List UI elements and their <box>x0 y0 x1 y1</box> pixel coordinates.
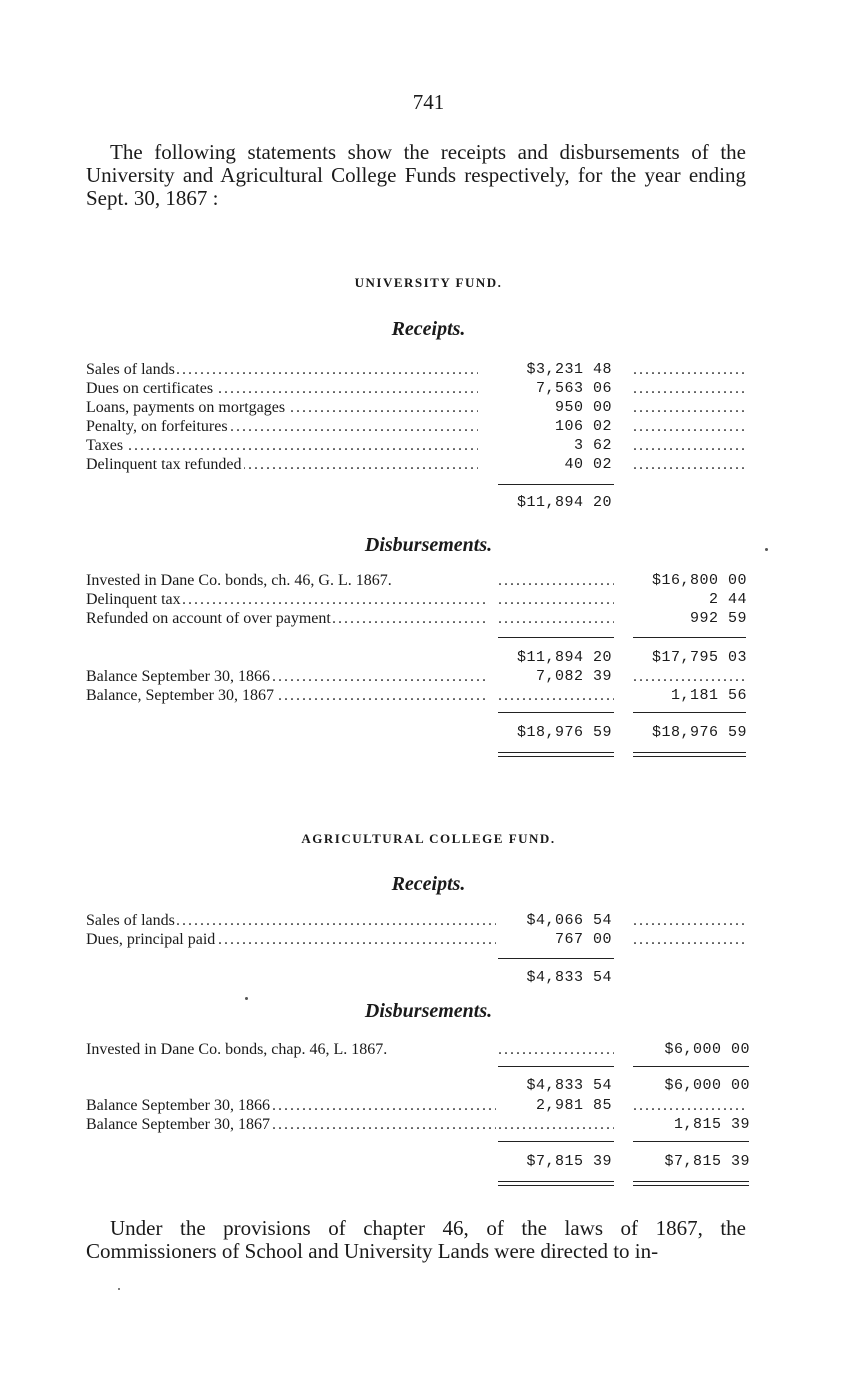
receipt-label: Loans, payments on mortgages <box>86 399 286 416</box>
leader-dots <box>498 686 614 705</box>
balance-1867-amount: 1,815 39 <box>673 1116 750 1133</box>
university-disbursements-title: Disbursements. <box>364 534 493 556</box>
receipt-label: Penalty, on forfeitures <box>86 418 228 435</box>
leader-dots <box>633 930 748 949</box>
leader-dots <box>498 571 614 590</box>
receipt-label: Dues on certificates <box>86 380 214 397</box>
receipts-total: $4,833 54 <box>526 969 612 986</box>
university-subtotal-row <box>0 648 857 667</box>
double-rule <box>498 1181 614 1186</box>
balance-1867-label: Balance, September 30, 1867 <box>86 687 274 704</box>
receipt-amount: 767 00 <box>554 931 612 948</box>
divider-rule <box>498 1141 614 1142</box>
leader-dots <box>633 1096 748 1115</box>
agricultural-receipt-row <box>0 930 857 949</box>
university-receipt-row <box>0 360 857 379</box>
print-speck <box>765 548 768 551</box>
divider-rule <box>633 1066 749 1067</box>
leader-dots <box>498 1115 614 1134</box>
receipt-amount: 40 02 <box>564 456 612 473</box>
agricultural-fund-title: AGRICULTURAL COLLEGE FUND. <box>301 831 556 846</box>
university-balance-1867-row <box>0 686 857 705</box>
receipt-label: Sales of lands <box>86 361 175 378</box>
university-disbursement-row <box>0 590 857 609</box>
intro-paragraph: The following statements show the receipts and disbursements of the University and Agricultural College Funds respectively, for the year ending Sept. 30, 1867 : <box>86 140 746 210</box>
print-speck <box>245 997 248 1000</box>
divider-rule <box>498 484 614 485</box>
leader-dots <box>633 417 745 436</box>
subtotal-left: $11,894 20 <box>516 649 612 666</box>
divider-rule <box>498 1066 614 1067</box>
double-rule <box>633 1181 749 1186</box>
university-receipt-row <box>0 379 857 398</box>
double-rule <box>498 752 614 757</box>
university-receipt-row <box>0 436 857 455</box>
leader-dots <box>633 911 748 930</box>
disbursement-amount: 2 44 <box>708 591 747 608</box>
university-grand-total-row <box>0 723 857 742</box>
agricultural-receipts-title: Receipts. <box>391 873 466 895</box>
receipt-label: Dues, principal paid <box>86 931 216 948</box>
disbursement-label: Delinquent tax <box>86 591 181 608</box>
closing-paragraph: Under the provisions of chapter 46, of the laws of 1867, the Commissioners of School and University Lands were directed to in- <box>86 1216 746 1263</box>
disbursement-label: Refunded on account of over payment <box>86 610 331 627</box>
divider-rule <box>633 712 746 713</box>
leader-dots <box>633 667 745 686</box>
agricultural-disbursements-title: Disbursements. <box>364 1000 493 1022</box>
agricultural-receipts-total-row <box>0 968 857 987</box>
grand-total-right: $18,976 59 <box>651 724 747 741</box>
leader-dots <box>633 398 745 417</box>
grand-total-right: $7,815 39 <box>664 1153 750 1170</box>
balance-1866-amount: 2,981 85 <box>535 1097 612 1114</box>
page-number: 741 <box>412 90 445 114</box>
leader-dots <box>633 360 745 379</box>
subtotal-right: $6,000 00 <box>664 1077 750 1094</box>
divider-rule <box>498 637 614 638</box>
print-speck <box>118 1288 120 1290</box>
grand-total-left: $18,976 59 <box>516 724 612 741</box>
subtotal-left: $4,833 54 <box>526 1077 612 1094</box>
receipt-amount: 950 00 <box>554 399 612 416</box>
double-rule <box>633 752 746 757</box>
university-receipt-row <box>0 398 857 417</box>
receipt-amount: 3 62 <box>573 437 612 454</box>
agricultural-balance-1867-row <box>0 1115 857 1134</box>
subtotal-right: $17,795 03 <box>651 649 747 666</box>
disbursement-amount: $16,800 00 <box>651 572 747 589</box>
receipts-total: $11,894 20 <box>516 494 612 511</box>
leader-dots <box>633 436 745 455</box>
balance-1866-amount: 7,082 39 <box>535 668 612 685</box>
receipt-amount: 7,563 06 <box>535 380 612 397</box>
agricultural-subtotal-row <box>0 1076 857 1095</box>
agricultural-disbursement-row <box>0 1040 857 1059</box>
university-balance-1866-row <box>0 667 857 686</box>
agricultural-balance-1866-row <box>0 1096 857 1115</box>
disbursement-label: Invested in Dane Co. bonds, ch. 46, G. L. 1867. <box>86 572 392 589</box>
receipt-label: Sales of lands <box>86 912 175 929</box>
leader-dots <box>633 455 745 474</box>
university-disbursement-row <box>0 609 857 628</box>
leader-dots <box>498 590 614 609</box>
disbursement-amount: $6,000 00 <box>664 1041 750 1058</box>
divider-rule <box>498 712 614 713</box>
balance-1866-label: Balance September 30, 1866 <box>86 668 270 685</box>
university-receipts-title: Receipts. <box>391 318 466 340</box>
divider-rule <box>498 958 614 959</box>
university-disbursement-row <box>0 571 857 590</box>
receipt-amount: $4,066 54 <box>526 912 612 929</box>
receipt-amount: 106 02 <box>554 418 612 435</box>
university-receipts-total-row <box>0 493 857 512</box>
leader-dots <box>498 1040 614 1059</box>
receipt-label: Delinquent tax refunded <box>86 456 242 473</box>
balance-1867-amount: 1,181 56 <box>670 687 747 704</box>
receipt-amount: $3,231 48 <box>526 361 612 378</box>
divider-rule <box>633 637 746 638</box>
divider-rule <box>633 1141 749 1142</box>
receipt-label: Taxes <box>86 437 124 454</box>
university-receipt-row <box>0 455 857 474</box>
leader-dots <box>633 379 745 398</box>
balance-1866-label: Balance September 30, 1866 <box>86 1097 270 1114</box>
grand-total-left: $7,815 39 <box>526 1153 612 1170</box>
disbursement-amount: 992 59 <box>689 610 747 627</box>
university-receipt-row <box>0 417 857 436</box>
agricultural-receipt-row <box>0 911 857 930</box>
balance-1867-label: Balance September 30, 1867 <box>86 1116 270 1133</box>
leader-dots <box>498 609 614 628</box>
agricultural-grand-total-row <box>0 1152 857 1171</box>
disbursement-label: Invested in Dane Co. bonds, chap. 46, L. 1867. <box>86 1041 388 1058</box>
university-fund-title: UNIVERSITY FUND. <box>354 275 503 290</box>
